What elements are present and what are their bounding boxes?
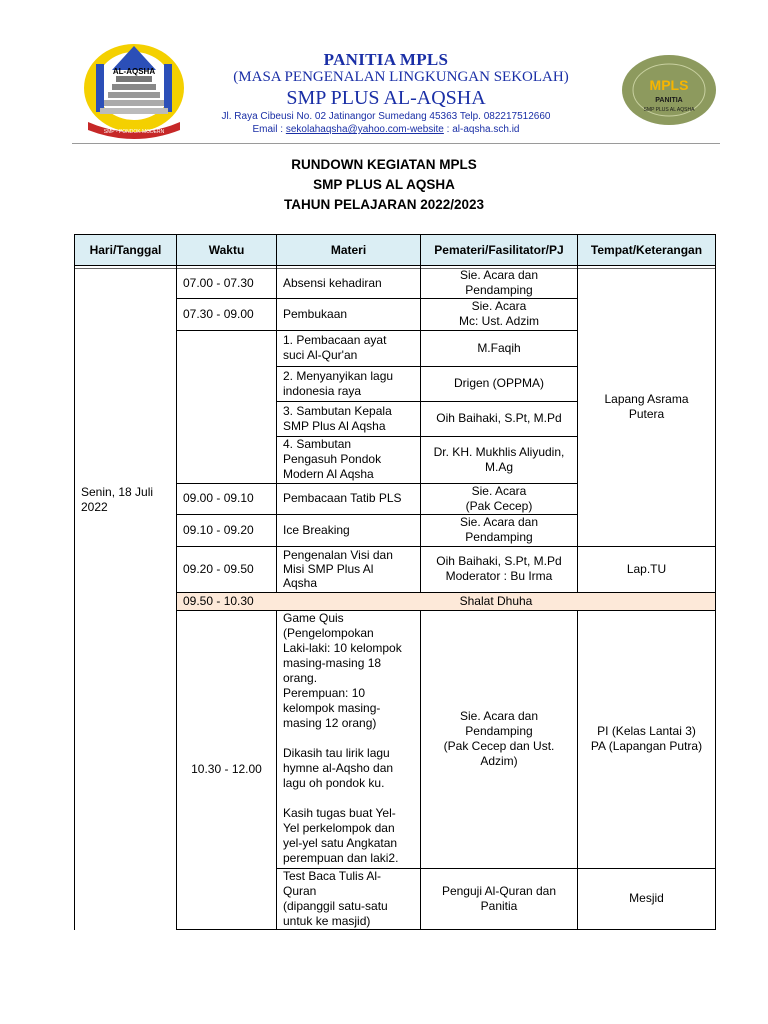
material-cell: Absensi kehadiran [283,275,382,290]
col-header-day: Hari/Tanggal [89,242,162,257]
svg-text:PANITIA: PANITIA [655,97,683,104]
day-cell: Senin, 18 Juli 2022 [81,485,154,514]
material-cell: 2. Menyanyikan lagu indonesia raya [283,368,394,398]
material-cell: Ice Breaking [283,522,350,537]
time-cell: 09.00 - 09.10 [183,491,254,505]
material-cell: Pembukaan [283,306,348,321]
time-cell: 09.50 - 10.30 [183,593,254,608]
place-cell-merged: Lapang Asrama Putera [604,392,689,421]
col-header-facilitator: Pemateri/Fasilitator/PJ [434,242,564,257]
rundown-school: SMP PLUS AL AQSHA [313,177,455,192]
mpls-badge-logo [620,54,718,126]
email-link[interactable]: sekolahaqsha@yahoo.com-website [285,124,444,135]
table-border-bottom [176,929,715,930]
table-header-bottom [74,265,716,266]
facilitator-cell: Sie. Acara dan Pendamping (Pak Cecep dan Ust. Adzim) [443,709,555,768]
place-cell: Lap.TU [626,561,667,576]
col-header-material: Materi [330,242,367,257]
school-address: Jl. Raya Cibeusi No. 02 Jatinangor Sumedang 45363 Telp. 082217512660 [221,111,551,122]
website-text: : al-aqsha.sch.id [443,124,520,135]
svg-text:SMP - PONDOK MODERN: SMP - PONDOK MODERN [103,129,165,135]
material-cell: Game Quis (Pengelompokan Laki-laki: 10 kelompok masing-masing 18 orang. Perempuan: 10 kelompok masing- masing 12 orang) Dikasih tau lirik lagu hymne al-Aqsho dan lagu oh pondok ku. Kasih tugas buat Yel- Yel perkelompok dan yel-yel satu Angkatan perempuan dan laki2. [283,611,402,865]
facilitator-cell: M.Faqih [477,340,521,355]
committee-title: PANITIA MPLS [323,50,449,69]
rundown-title: RUNDOWN KEGIATAN MPLS [291,157,477,172]
facilitator-cell: Drigen (OPPMA) [453,376,545,390]
facilitator-cell: Sie. Acara Mc: Ust. Adzim [458,299,539,328]
school-name: SMP PLUS AL-AQSHA [286,87,486,109]
col-header-place: Tempat/Keterangan [590,242,703,257]
time-cell: 07.30 - 09.00 [183,306,254,321]
time-cell: 10.30 - 12.00 [191,762,262,776]
header-divider [72,143,720,144]
time-cell: 09.10 - 09.20 [183,522,254,537]
time-cell: 09.20 - 09.50 [183,561,254,576]
facilitator-cell: Dr. KH. Mukhlis Aliyudin, M.Ag [433,444,565,474]
material-cell: 3. Sambutan Kepala SMP Plus Al Aqsha [283,403,392,433]
svg-text:AL-AQSHA: AL-AQSHA [112,67,156,76]
facilitator-cell: Penguji Al-Quran dan Panitia [441,883,557,913]
committee-subtitle: (MASA PENGENALAN LINGKUNGAN SEKOLAH) [233,69,569,85]
col-header-time: Waktu [208,242,245,257]
rundown-year: TAHUN PELAJARAN 2022/2023 [283,197,485,212]
letterhead [0,0,768,150]
time-cell: 07.00 - 07.30 [183,275,254,290]
material-cell: 1. Pembacaan ayat suci Al-Qur'an [283,333,387,362]
school-logo [82,42,186,140]
svg-text:SMP PLUS AL AQSHA: SMP PLUS AL AQSHA [643,107,695,113]
col-border-0 [74,234,75,930]
place-cell: Mesjid [629,891,664,905]
break-cell: Shalat Dhuha [459,593,533,608]
material-cell: Pembacaan Tatib PLS [283,491,402,505]
contact-line [196,124,576,135]
facilitator-cell: Oih Baihaki, S.Pt, M.Pd Moderator : Bu Irma [436,554,562,583]
material-cell: Pengenalan Visi dan Misi SMP Plus Al Aqsha [283,548,393,590]
facilitator-cell: Sie. Acara dan Pendamping [459,268,539,297]
col-border-5 [715,234,716,930]
facilitator-cell: Oih Baihaki, S.Pt, M.Pd [436,411,562,425]
material-cell: Test Baca Tulis Al- Quran (dipanggil satu-satu untuk ke masjid) [283,868,388,928]
email-label: Email : [252,124,286,135]
svg-text:MPLS: MPLS [649,77,689,93]
facilitator-cell: Sie. Acara dan Pendamping [459,515,539,544]
material-cell: 4. Sambutan Pengasuh Pondok Modern Al Aqsha [283,437,382,481]
place-cell: PI (Kelas Lantai 3) PA (Lapangan Putra) [590,724,703,753]
facilitator-cell: Sie. Acara (Pak Cecep) [465,483,533,513]
